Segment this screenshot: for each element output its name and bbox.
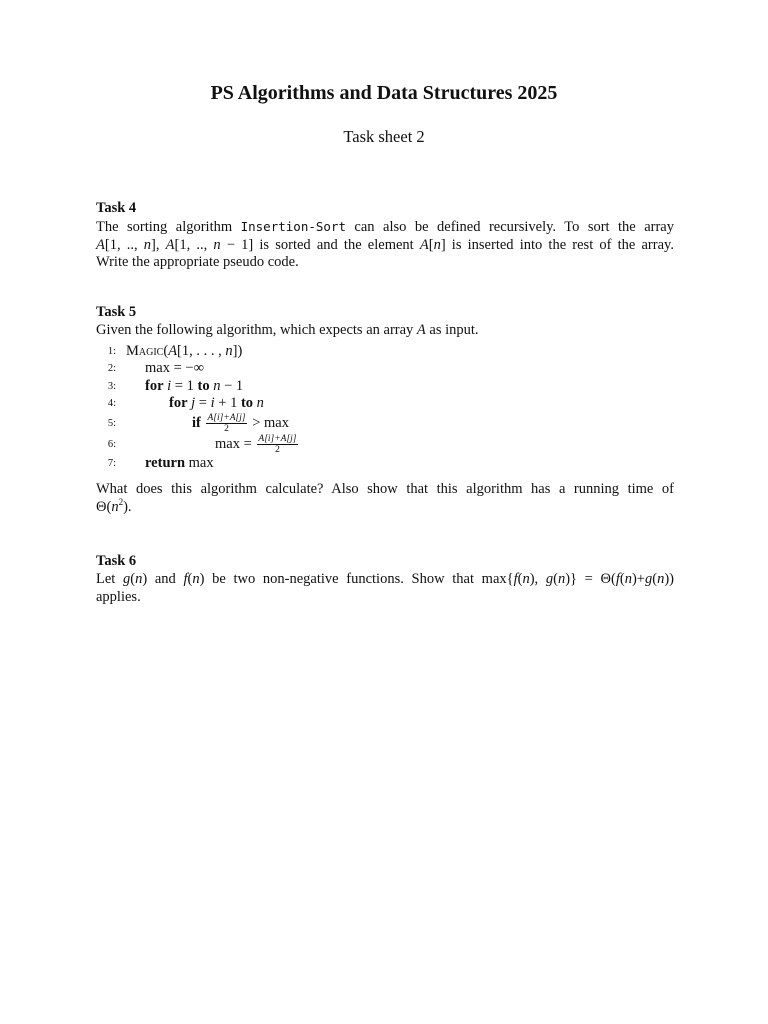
algorithm-block (96, 343, 674, 473)
document-subtitle: Task sheet 2 (343, 127, 425, 146)
keyword-return: return (145, 454, 186, 471)
math-var: n (192, 571, 200, 587)
task-4-heading: Task 4 (96, 200, 137, 216)
math-var: A (96, 236, 105, 253)
math-var: f (513, 571, 518, 587)
math-var: n (213, 377, 221, 394)
text-run: ] is inserted into the rest of the array. (440, 236, 674, 253)
text-run: − 1 (220, 377, 244, 394)
math-var: n (657, 571, 665, 587)
math-var: g (545, 571, 554, 587)
text-run: ) and (142, 571, 184, 587)
task-6-section (96, 553, 674, 606)
task-5-question (96, 481, 674, 516)
line-number: 1: (107, 345, 116, 357)
text-run: Θ( (96, 498, 112, 515)
math-var: g (123, 571, 131, 587)
math-var: n (143, 236, 152, 253)
math-var: f (183, 571, 188, 587)
superscript: 2 (118, 496, 124, 507)
task-4-line-2 (96, 237, 674, 255)
task-4-text (96, 218, 674, 272)
task-4-line-3: Write the appropriate pseudo code. (96, 254, 299, 270)
fraction-numerator: A[i]+A[j] (258, 433, 297, 444)
text-run: = (195, 395, 211, 411)
text-run: )} = Θ( (565, 571, 616, 587)
code-text (145, 455, 214, 473)
math-var: f (615, 571, 620, 587)
text-run: ]) (232, 342, 243, 359)
task-4-line-1 (96, 218, 674, 237)
text-run: max = (215, 435, 256, 452)
text-run: − 1] is sorted and the element (220, 236, 420, 253)
text-run: ), (529, 571, 546, 587)
function-name: Magic (126, 342, 164, 359)
math-var: n (225, 342, 233, 359)
task-5-intro (96, 322, 674, 340)
task-5-question-line-2 (96, 496, 674, 517)
task-4-section (96, 200, 674, 272)
math-var: n (624, 571, 632, 587)
line-number: 5: (107, 417, 116, 429)
text-run: [1, .., (104, 236, 144, 253)
code-insertion-sort: Insertion-Sort (240, 219, 346, 234)
text-run: + 1 (214, 395, 241, 411)
task-6-text (96, 571, 674, 606)
fraction-numerator: A[i]+A[j] (207, 412, 246, 423)
math-var: n (522, 571, 530, 587)
text-run: )+ (631, 571, 645, 587)
algorithm-line-5 (96, 413, 674, 434)
document-title: PS Algorithms and Data Structures 2025 (210, 82, 558, 104)
code-text (169, 395, 264, 413)
math-var: A (416, 322, 426, 338)
math-var: n (557, 571, 566, 587)
line-number: 6: (107, 438, 116, 450)
text-run: ). (123, 498, 132, 515)
text-run: )) (664, 571, 674, 587)
text-run: [ (428, 236, 434, 253)
fraction-denominator: 2 (224, 423, 229, 434)
task-5-intro-line (96, 322, 674, 340)
math-var: i (167, 377, 172, 394)
algorithm-line-2 (96, 360, 674, 378)
task-6-line-1 (96, 571, 674, 589)
fraction-denominator: 2 (275, 444, 280, 455)
math-var: g (644, 571, 653, 587)
text-run: ( (130, 571, 136, 587)
task-5-section (96, 304, 674, 516)
code-text (145, 378, 243, 396)
algorithm-line-6 (96, 434, 674, 455)
task-5-heading: Task 5 (96, 304, 137, 320)
math-var: i (210, 395, 215, 411)
math-var: n (433, 236, 441, 253)
code-text (215, 434, 300, 455)
text-run: ( (517, 571, 523, 587)
text-run: > max (248, 414, 289, 431)
text-run: ( (187, 571, 193, 587)
text-run: = 1 (171, 377, 198, 394)
algorithm-line-7 (96, 455, 674, 473)
text-run: ) be two non-negative functions. Show that max{ (199, 571, 514, 587)
text-run: can also be defined recursively. To sort the array (345, 219, 674, 235)
fraction (257, 434, 297, 455)
fraction (206, 413, 246, 434)
code-text: max = −∞ (145, 360, 204, 376)
keyword-to: to (240, 395, 254, 411)
text-run: The sorting algorithm (96, 219, 241, 235)
text-run: Let (96, 571, 123, 587)
text-run: [1, .., (174, 236, 214, 253)
algorithm-line-1 (96, 343, 674, 361)
text-run: Given the following algorithm, which expects an array (96, 322, 417, 338)
code-text (192, 413, 289, 434)
math-var: n (213, 236, 221, 253)
algorithm-line-3 (96, 378, 674, 396)
text-run: [1, . . . , (177, 342, 226, 359)
keyword-for: for (145, 377, 164, 394)
math-var: A (168, 342, 178, 359)
text-run: ( (619, 571, 625, 587)
math-var: n (111, 498, 119, 515)
algorithm-line-4 (96, 395, 674, 413)
line-number: 4: (107, 398, 116, 409)
task-5-question-line-1: What does this algorithm calculate? Also show that this algorithm has a running time of (96, 481, 674, 497)
math-var: n (135, 571, 143, 587)
algorithm-signature (126, 343, 242, 361)
line-number: 2: (107, 363, 116, 374)
keyword-if: if (192, 414, 201, 431)
keyword-to: to (197, 377, 210, 394)
line-number: 3: (107, 380, 116, 392)
text-run: ( (163, 342, 169, 359)
text-run: max (185, 454, 214, 471)
math-var: n (256, 395, 264, 411)
math-var: j (191, 395, 196, 411)
task-6-heading: Task 6 (96, 553, 137, 569)
task-6-line-2: applies. (96, 588, 141, 605)
line-number: 7: (107, 457, 116, 469)
text-run: as input. (425, 322, 479, 338)
math-var: A (419, 236, 429, 253)
text-run: ( (652, 571, 658, 587)
math-var: A (165, 236, 175, 253)
keyword-for: for (169, 395, 188, 411)
text-run: ], (151, 236, 166, 253)
text-run: ( (553, 571, 558, 587)
